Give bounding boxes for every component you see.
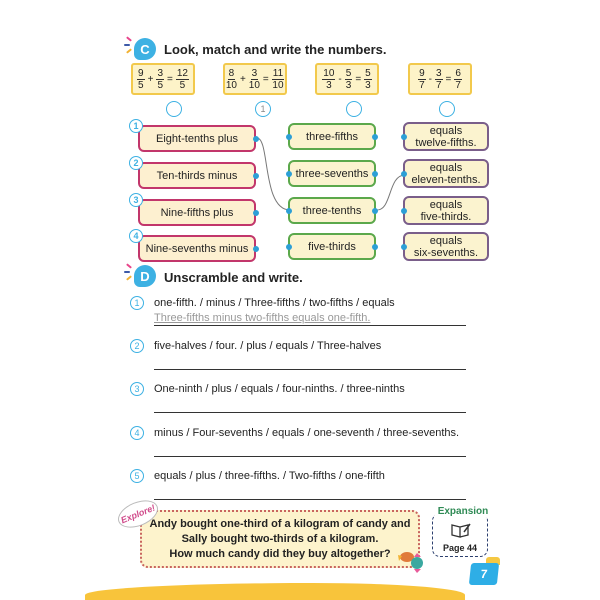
fraction: $\frac{5}{3}$: [365, 67, 371, 91]
item-number-1: 1: [129, 119, 143, 133]
answer-circle-2[interactable]: 1: [255, 101, 271, 117]
question-number: 1: [130, 296, 144, 310]
explore-line-1: Andy bought one-third of a kilogram of candy and: [149, 518, 411, 530]
explore-problem-box: [140, 510, 420, 568]
connector-dot: [253, 246, 259, 252]
connector-dot: [253, 136, 259, 142]
fraction: $\frac{12}{5}$: [176, 67, 188, 91]
item-number-2: 2: [129, 156, 143, 170]
fraction: $\frac{3}{10}$: [248, 67, 260, 91]
answer-line[interactable]: [154, 369, 466, 370]
answer-line[interactable]: [154, 412, 466, 413]
fraction: $\frac{11}{10}$: [272, 67, 284, 91]
candy-icon: [397, 547, 427, 573]
answer-line[interactable]: [154, 499, 466, 500]
connector-dot: [253, 173, 259, 179]
item-number-4: 4: [129, 229, 143, 243]
section-c-badge: C: [134, 38, 156, 60]
question-number: 5: [130, 469, 144, 483]
question-text: five-halves / four. / plus / equals / Three-halves: [154, 340, 382, 352]
question-text: one-fifth. / minus / Three-fifths / two-fifths / equals: [154, 297, 395, 309]
question-number: 3: [130, 382, 144, 396]
section-d-badge: D: [134, 265, 156, 287]
match-left-item-1[interactable]: Eight-tenths plus: [138, 125, 256, 152]
match-left-item-3[interactable]: Nine-fifths plus: [138, 199, 256, 226]
page-number: 7: [469, 563, 499, 585]
match-right-item-4[interactable]: equals six-sevenths.: [403, 232, 489, 261]
equation-box-3: $\frac{10}{3}$ - $\frac{5}{3}$ = $\frac{5}{3}$: [315, 63, 379, 95]
equation-box-1: $\frac{9}{5}$ + $\frac{3}{5}$ = $\frac{12}{5}$: [131, 63, 195, 95]
fraction: $\frac{3}{5}$: [157, 67, 163, 91]
fraction: $\frac{10}{3}$: [323, 67, 335, 91]
book-pencil-icon: [451, 522, 471, 538]
question-text: minus / Four-sevenths / equals / one-seventh / three-sevenths.: [154, 427, 460, 439]
match-right-item-1[interactable]: equals twelve-fifths.: [403, 122, 489, 151]
explore-line-2: Sally bought two-thirds of a kilogram.: [181, 533, 379, 545]
connector-dot: [253, 210, 259, 216]
fraction: $\frac{5}{3}$: [345, 67, 352, 91]
match-left-item-2[interactable]: Ten-thirds minus: [138, 162, 256, 189]
match-left-item-4[interactable]: Nine-sevenths minus: [138, 235, 256, 262]
section-c-title: Look, match and write the numbers.: [164, 42, 387, 57]
match-middle-item-3[interactable]: three-tenths: [288, 197, 376, 224]
item-number-3: 3: [129, 193, 143, 207]
fraction: $\frac{6}{7}$: [455, 67, 461, 91]
question-number: 4: [130, 426, 144, 440]
match-middle-item-1[interactable]: three-fifths: [288, 123, 376, 150]
answer-line[interactable]: [154, 456, 466, 457]
fraction: $\frac{3}{7}$: [435, 67, 442, 91]
fraction: $\frac{9}{7}$: [419, 67, 425, 91]
fraction: $\frac{9}{5}$: [138, 67, 144, 91]
sparkle-decoration-icon: [124, 265, 134, 281]
section-d-title: Unscramble and write.: [164, 270, 303, 285]
expansion-link[interactable]: [432, 506, 489, 557]
match-right-item-2[interactable]: equals eleven-tenths.: [403, 159, 489, 188]
question-number: 2: [130, 339, 144, 353]
expansion-label: Expansion: [435, 506, 491, 517]
equation-box-4: $\frac{9}{7}$ - $\frac{3}{7}$ = $\frac{6}{7}$: [408, 63, 472, 95]
fraction: $\frac{8}{10}$: [225, 67, 237, 91]
equation-box-2: $\frac{8}{10}$ + $\frac{3}{10}$ = $\frac{11}{10}$: [223, 63, 287, 95]
expansion-page: Page 44: [442, 543, 478, 553]
match-middle-item-4[interactable]: five-thirds: [288, 233, 376, 260]
match-middle-item-2[interactable]: three-sevenths: [288, 160, 376, 187]
question-text: equals / plus / three-fifths. / Two-fifths / one-fifth: [154, 470, 385, 482]
explore-line-3: How much candy did they buy altogether?: [169, 548, 391, 560]
question-text: One-ninth / plus / equals / four-ninths. / three-ninths: [154, 383, 405, 395]
answer-text: Three-fifths minus two-fifths equals one-fifth.: [154, 312, 371, 324]
explore-tag: Explore!: [114, 495, 162, 533]
match-right-item-3[interactable]: equals five-thirds.: [403, 196, 489, 225]
answer-line[interactable]: [154, 325, 466, 326]
